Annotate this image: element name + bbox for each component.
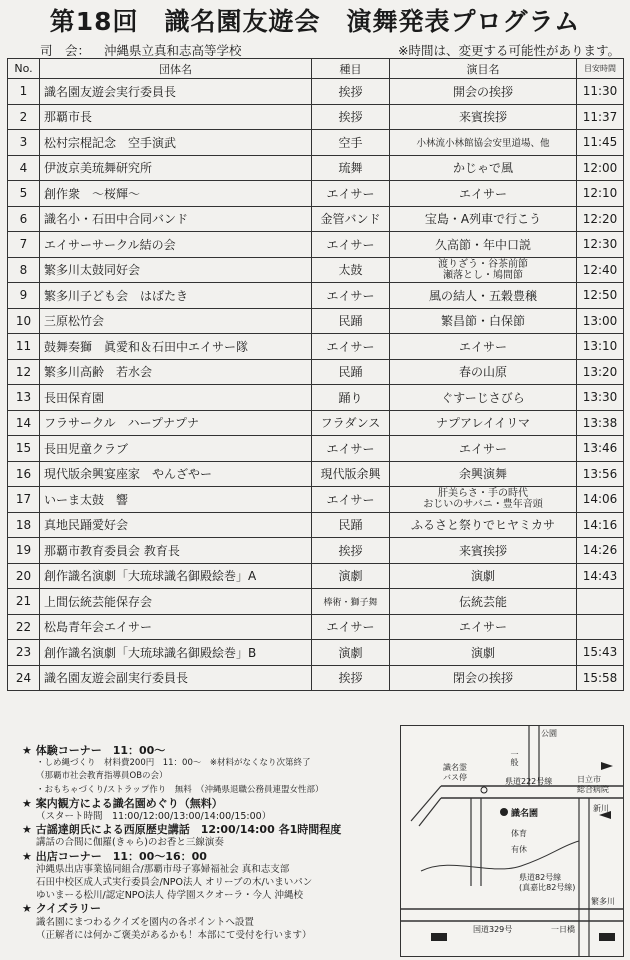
map-label-ippan: 一般 <box>510 750 519 766</box>
row-program-title: ふるさと祭りでヒヤミカサ <box>390 512 577 538</box>
info-experience-heading: ★ 体験コーナー 11：00～ <box>22 744 166 757</box>
row-category: 太鼓 <box>312 257 390 283</box>
header-subline <box>40 41 620 59</box>
row-program-title: 小林流小林館協会安里道場、他 <box>390 130 577 156</box>
row-category: 琉舞 <box>312 155 390 181</box>
row-program-title-line: 渡りざう・谷茶前節 <box>438 258 528 270</box>
row-number: 8 <box>8 257 40 283</box>
row-group-name: 上間伝統芸能保存会 <box>40 589 312 615</box>
row-group-name: 松村宗棍記念 空手演武 <box>40 130 312 156</box>
row-group-name: 創作識名演劇「大琉球識名御殿絵巻」B <box>40 640 312 666</box>
map-label-kouen: 公園 <box>541 729 557 738</box>
map-label-route82: 県道82号線 <box>519 873 562 882</box>
row-category: エイサー <box>312 232 390 258</box>
map-label-route329: 国道329号 <box>473 925 513 934</box>
row-program-title: 余興演舞 <box>390 461 577 487</box>
row-group-name: 長田保育園 <box>40 385 312 411</box>
table-row <box>8 155 624 181</box>
table-row <box>8 538 624 564</box>
row-category: エイサー <box>312 334 390 360</box>
row-program-title: 演劇 <box>390 563 577 589</box>
row-number: 21 <box>8 589 40 615</box>
row-program-title: ぐすーじさびら <box>390 385 577 411</box>
row-time: 13:10 <box>577 334 624 360</box>
info-line: 講話の合間に伽羅(きゃら)のお香と三線演奏 <box>36 837 224 849</box>
row-time: 15:58 <box>577 665 624 691</box>
row-program-title <box>390 257 577 283</box>
table-row <box>8 512 624 538</box>
table-row <box>8 206 624 232</box>
row-time: 14:06 <box>577 487 624 513</box>
row-group-name: 伊波京美琉舞研究所 <box>40 155 312 181</box>
header-title: 演目名 <box>390 59 577 79</box>
row-program-title: 久高節・年中口説 <box>390 232 577 258</box>
row-category: 金管バンド <box>312 206 390 232</box>
row-number: 6 <box>8 206 40 232</box>
row-number: 1 <box>8 79 40 105</box>
row-group-name: 繁多川太鼓同好会 <box>40 257 312 283</box>
info-tour-heading: ★ 案内観方による識名園めぐり（無料） <box>22 796 223 810</box>
row-group-name: 識名園友遊会実行委員長 <box>40 79 312 105</box>
table-row <box>8 487 624 513</box>
row-number: 14 <box>8 410 40 436</box>
row-group-name: 繁多川子ども会 はばたき <box>40 283 312 309</box>
map-label-taiiku: 体育 <box>511 829 527 838</box>
table-row <box>8 589 624 615</box>
row-time <box>577 614 624 640</box>
row-group-name: 三原松竹会 <box>40 308 312 334</box>
map-label-bus1: 識名霊 <box>443 763 467 772</box>
row-category: 挨拶 <box>312 665 390 691</box>
host-info <box>40 41 256 59</box>
table-row <box>8 461 624 487</box>
host-label: 司 会： <box>40 43 91 58</box>
row-time: 11:45 <box>577 130 624 156</box>
row-category: 挨拶 <box>312 104 390 130</box>
row-group-name: 創作識名演劇「大琉球識名御殿絵巻」A <box>40 563 312 589</box>
row-category: 棒術・獅子舞 <box>312 589 390 615</box>
table-row <box>8 563 624 589</box>
row-program-title: エイサー <box>390 436 577 462</box>
row-time: 13:00 <box>577 308 624 334</box>
row-time: 12:00 <box>577 155 624 181</box>
row-group-name: 識名小・石田中合同バンド <box>40 206 312 232</box>
row-number: 10 <box>8 308 40 334</box>
row-category: 挨拶 <box>312 538 390 564</box>
row-time <box>577 589 624 615</box>
row-time: 11:30 <box>577 79 624 105</box>
map-label-bus2: バス停 <box>443 773 467 782</box>
row-category: 演劇 <box>312 563 390 589</box>
info-line: （那覇市社会教育指導員OBの会） <box>36 771 168 782</box>
row-program-title: 繁昌節・白保節 <box>390 308 577 334</box>
table-row <box>8 436 624 462</box>
row-number: 23 <box>8 640 40 666</box>
row-number: 5 <box>8 181 40 207</box>
row-program-title: 春の山原 <box>390 359 577 385</box>
table-row <box>8 665 624 691</box>
row-number: 12 <box>8 359 40 385</box>
info-line: 沖縄県出店事業協同組合/那覇市母子寡婦福祉会 真和志支部 <box>36 863 290 875</box>
row-group-name: 真地民踊愛好会 <box>40 512 312 538</box>
map-label-yuki: 有休 <box>511 845 527 854</box>
row-program-title: 風の結人・五穀豊穣 <box>390 283 577 309</box>
row-program-title <box>390 487 577 513</box>
program-table <box>7 58 624 691</box>
info-quiz-heading: ★ クイズラリー <box>22 902 102 916</box>
map-label-shikinaen: 識名園 <box>511 809 539 819</box>
row-time: 12:40 <box>577 257 624 283</box>
row-category: 民踊 <box>312 359 390 385</box>
row-group-name: 那覇市教育委員会 教育長 <box>40 538 312 564</box>
row-group-name: 那覇市長 <box>40 104 312 130</box>
row-category: 踊り <box>312 385 390 411</box>
header-time: 目安時間 <box>577 59 624 79</box>
row-time: 15:43 <box>577 640 624 666</box>
row-time: 12:20 <box>577 206 624 232</box>
row-group-name: いーま太鼓 響 <box>40 487 312 513</box>
row-category: エイサー <box>312 436 390 462</box>
row-group-name: 鼓舞奏獅 眞愛和＆石田中エイサー隊 <box>40 334 312 360</box>
row-number: 15 <box>8 436 40 462</box>
row-number: 18 <box>8 512 40 538</box>
row-group-name: 松島青年会エイサー <box>40 614 312 640</box>
row-program-title: エイサー <box>390 334 577 360</box>
row-program-title: 閉会の挨拶 <box>390 665 577 691</box>
row-program-title: 演劇 <box>390 640 577 666</box>
row-program-title: 宝島・A列車で行こう <box>390 206 577 232</box>
table-row <box>8 104 624 130</box>
row-program-title: 伝統芸能 <box>390 589 577 615</box>
row-time: 11:37 <box>577 104 624 130</box>
map-label-route82b: (真嘉比82号線) <box>519 883 576 892</box>
time-note: ※時間は、変更する可能性があります。 <box>398 43 620 58</box>
row-time: 12:30 <box>577 232 624 258</box>
host-name: 沖縄県立真和志高等学校 <box>104 43 242 58</box>
info-section <box>22 744 392 942</box>
row-program-title: 開会の挨拶 <box>390 79 577 105</box>
row-category: エイサー <box>312 181 390 207</box>
row-number: 17 <box>8 487 40 513</box>
row-time: 13:30 <box>577 385 624 411</box>
row-number: 24 <box>8 665 40 691</box>
row-group-name: 繁多川高齢 若水会 <box>40 359 312 385</box>
row-program-title: エイサー <box>390 181 577 207</box>
row-program-title-line: おじいのサバニ・豊年音頭 <box>423 499 543 511</box>
row-group-name: 長田児童クラブ <box>40 436 312 462</box>
table-row <box>8 410 624 436</box>
info-line: ゆいまーる松川/認定NPO法人 侍学園スクオーラ・今人 沖縄校 <box>36 890 304 902</box>
row-category: 演劇 <box>312 640 390 666</box>
row-number: 9 <box>8 283 40 309</box>
table-row <box>8 308 624 334</box>
row-group-name: エイサーサークル結の会 <box>40 232 312 258</box>
row-program-title-line: 肝美らさ・手の時代 <box>438 488 528 500</box>
row-program-title: 来賓挨拶 <box>390 104 577 130</box>
map-label-hospital1: 日立市 <box>577 775 601 784</box>
row-group-name: 創作衆 ～桜輝～ <box>40 181 312 207</box>
info-line: ・しめ縄づくり 材料費200円 11：00～ ※材料がなくなり次第終了 <box>36 758 311 769</box>
row-number: 22 <box>8 614 40 640</box>
info-line: （正解者には何かご褒美があるかも！本部にて受付を行います） <box>36 929 312 941</box>
info-line: ・おもちゃづくり/ストラップ作り 無料 （沖縄県退職公務員連盟女性部） <box>36 784 324 795</box>
row-number: 3 <box>8 130 40 156</box>
map-label-hantagawa: 繁多川 <box>591 897 615 906</box>
row-category: 現代版余興 <box>312 461 390 487</box>
access-map <box>400 725 624 957</box>
table-row <box>8 232 624 258</box>
row-category: エイサー <box>312 487 390 513</box>
row-time: 12:50 <box>577 283 624 309</box>
row-category: 空手 <box>312 130 390 156</box>
row-category: フラダンス <box>312 410 390 436</box>
table-row <box>8 385 624 411</box>
row-number: 2 <box>8 104 40 130</box>
table-row <box>8 130 624 156</box>
row-number: 11 <box>8 334 40 360</box>
row-category: 民踊 <box>312 512 390 538</box>
info-shop-heading: ★ 出店コーナー 11：00～16：00 <box>22 849 207 863</box>
table-row <box>8 79 624 105</box>
table-row <box>8 283 624 309</box>
info-line: （スタート時間 11:00/12:00/13:00/14:00/15:00） <box>36 811 272 823</box>
row-number: 19 <box>8 538 40 564</box>
row-group-name: フラサークル ハープナプナ <box>40 410 312 436</box>
map-label-ichinichi: 一日橋 <box>551 925 575 934</box>
row-program-title-line: 瀬落とし・鳩間節 <box>443 269 523 281</box>
map-label-shinsa: 新川 <box>593 804 609 813</box>
table-row <box>8 334 624 360</box>
row-number: 16 <box>8 461 40 487</box>
row-time: 13:56 <box>577 461 624 487</box>
row-category: 民踊 <box>312 308 390 334</box>
row-number: 7 <box>8 232 40 258</box>
row-time: 14:43 <box>577 563 624 589</box>
table-header-row <box>8 59 624 79</box>
row-time: 13:20 <box>577 359 624 385</box>
row-time: 12:10 <box>577 181 624 207</box>
row-time: 13:38 <box>577 410 624 436</box>
header-category: 種目 <box>312 59 390 79</box>
info-lecture-heading: ★ 古謡達朗氏による西原歴史講話 12:00/14:00 各1時間程度 <box>22 823 342 837</box>
page-title: 第18回 識名園友遊会 演舞発表プログラム <box>49 7 581 36</box>
header-group: 団体名 <box>40 59 312 79</box>
map-label-hospital2: 総合病院 <box>577 785 609 794</box>
row-group-name: 識名園友遊会副実行委員長 <box>40 665 312 691</box>
header-no: No. <box>8 59 40 79</box>
row-group-name: 現代版余興宴座家 やんざやー <box>40 461 312 487</box>
table-row <box>8 257 624 283</box>
table-row <box>8 181 624 207</box>
row-number: 20 <box>8 563 40 589</box>
info-line: 石田中校区成人式実行委員会/NPO法人 オリーブの木/いまいパン <box>36 877 313 889</box>
row-time: 14:26 <box>577 538 624 564</box>
table-row <box>8 640 624 666</box>
table-row <box>8 614 624 640</box>
info-line: 識名園にまつわるクイズを園内の各ポイントへ設置 <box>36 916 254 928</box>
row-number: 4 <box>8 155 40 181</box>
row-program-title: 来賓挨拶 <box>390 538 577 564</box>
row-time: 14:16 <box>577 512 624 538</box>
program-rows <box>8 79 624 691</box>
row-program-title: エイサー <box>390 614 577 640</box>
row-category: エイサー <box>312 614 390 640</box>
row-time: 13:46 <box>577 436 624 462</box>
table-row <box>8 359 624 385</box>
map-label-road222: 県道222号線 <box>505 777 553 786</box>
row-number: 13 <box>8 385 40 411</box>
row-program-title: ナプアレイイリマ <box>390 410 577 436</box>
row-program-title: かじゃで風 <box>390 155 577 181</box>
row-category: エイサー <box>312 283 390 309</box>
row-category: 挨拶 <box>312 79 390 105</box>
